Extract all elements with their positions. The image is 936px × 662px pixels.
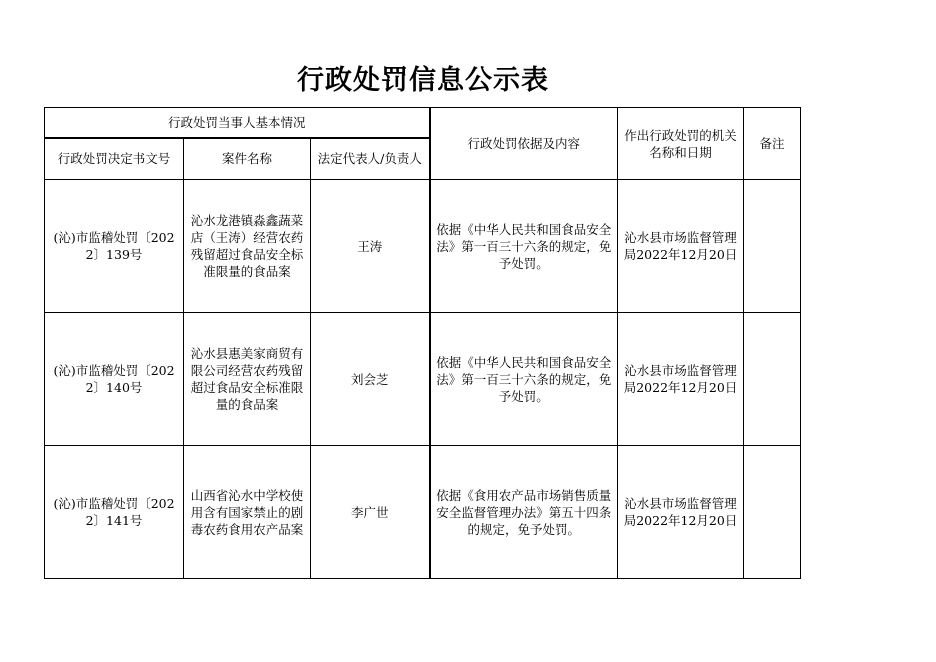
header-basis-content: 行政处罚依据及内容 [430, 108, 618, 180]
header-legal-rep: 法定代表人/负责人 [311, 138, 430, 180]
case-name-cell: 沁水龙港镇淼鑫蔬菜店（王涛）经营农药残留超过食品安全标准限量的食品案 [184, 180, 311, 313]
decision-number-cell: (沁)市监稽处罚〔2022〕141号 [45, 446, 184, 579]
header-case-name: 案件名称 [184, 138, 311, 180]
table-row [45, 313, 801, 446]
authority-date-cell: 沁水县市场监督管理局2022年12月20日 [618, 313, 744, 446]
header-decision-number: 行政处罚决定书文号 [45, 138, 184, 180]
legal-rep-cell: 李广世 [311, 446, 430, 579]
header-party-info: 行政处罚当事人基本情况 [45, 108, 430, 138]
table-row [45, 446, 801, 579]
case-name-cell: 沁水县惠美家商贸有限公司经营农药残留超过食品安全标准限量的食品案 [184, 313, 311, 446]
remarks-cell [744, 180, 801, 313]
basis-content-cell: 依据《食用农产品市场销售质量安全监督管理办法》第五十四条的规定，免予处罚。 [430, 446, 618, 579]
case-name-cell: 山西省沁水中学校使用含有国家禁止的剧毒农药食用农产品案 [184, 446, 311, 579]
header-row-1 [45, 108, 801, 138]
legal-rep-cell: 刘会芝 [311, 313, 430, 446]
page-title: 行政处罚信息公示表 [297, 65, 549, 96]
penalty-info-table [44, 107, 801, 579]
decision-number-cell: (沁)市监稽处罚〔2022〕140号 [45, 313, 184, 446]
table-row [45, 180, 801, 313]
remarks-cell [744, 446, 801, 579]
basis-content-cell: 依据《中华人民共和国食品安全法》第一百三十六条的规定，免予处罚。 [430, 180, 618, 313]
header-authority-date: 作出行政处罚的机关名称和日期 [618, 108, 744, 180]
decision-number-cell: (沁)市监稽处罚〔2022〕139号 [45, 180, 184, 313]
legal-rep-cell: 王涛 [311, 180, 430, 313]
authority-date-cell: 沁水县市场监督管理局2022年12月20日 [618, 180, 744, 313]
basis-content-cell: 依据《中华人民共和国食品安全法》第一百三十六条的规定，免予处罚。 [430, 313, 618, 446]
authority-date-cell: 沁水县市场监督管理局2022年12月20日 [618, 446, 744, 579]
header-remarks: 备注 [744, 108, 801, 180]
remarks-cell [744, 313, 801, 446]
